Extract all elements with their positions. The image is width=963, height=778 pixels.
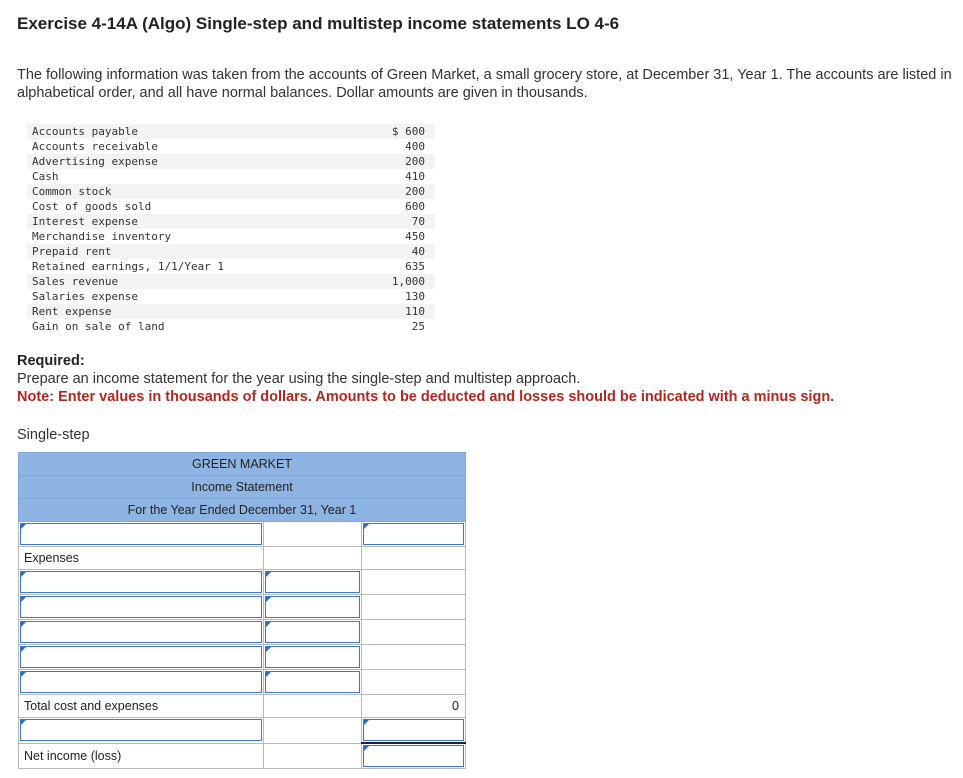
account-row (27, 214, 435, 229)
other-row (19, 718, 466, 744)
expense-amount-input-3[interactable] (265, 621, 360, 643)
single-step-label: Single-step (17, 427, 90, 443)
expense-row (19, 670, 466, 695)
header-period-row (19, 499, 466, 522)
other-amount-input[interactable] (363, 719, 464, 741)
expense-account-select-4[interactable] (20, 646, 262, 668)
expense-row (19, 595, 466, 620)
statement-period: For the Year Ended December 31, Year 1 (127, 503, 357, 517)
expense-amount-input-5[interactable] (265, 671, 360, 693)
account-amount: 450 (362, 229, 435, 244)
account-name: Gain on sale of land (27, 319, 362, 334)
account-amount: 130 (362, 289, 435, 304)
revenue-amount-input[interactable] (363, 523, 464, 545)
page-title: Exercise 4-14A (Algo) Single-step and multistep income statements LO 4-6 (17, 14, 620, 33)
expense-account-select-2[interactable] (20, 596, 262, 618)
expense-row (19, 570, 466, 595)
account-name: Sales revenue (27, 274, 362, 289)
account-amount: 110 (362, 304, 435, 319)
account-name: Common stock (27, 184, 362, 199)
account-name: Advertising expense (27, 154, 362, 169)
expense-row (19, 645, 466, 670)
expense-account-select-1[interactable] (20, 571, 262, 593)
total-expenses-value: 0 (452, 699, 459, 713)
expense-amount-input-1[interactable] (265, 571, 360, 593)
account-row (27, 184, 435, 199)
account-name: Cash (27, 169, 362, 184)
revenue-account-select[interactable] (20, 523, 262, 545)
expense-amount-input-4[interactable] (265, 646, 360, 668)
account-name: Merchandise inventory (27, 229, 362, 244)
account-amount: 400 (362, 139, 435, 154)
total-expenses-row (19, 695, 466, 718)
net-income-row (19, 743, 466, 769)
account-name: Prepaid rent (27, 244, 362, 259)
account-name: Rent expense (27, 304, 362, 319)
header-company-row (19, 453, 466, 476)
total-expenses-label: Total cost and expenses (24, 699, 159, 713)
expense-amount-input-2[interactable] (265, 596, 360, 618)
account-name: Interest expense (27, 214, 362, 229)
expense-account-select-3[interactable] (20, 621, 262, 643)
revenue-row (19, 522, 466, 547)
account-amount: $ 600 (362, 124, 435, 139)
other-account-select[interactable] (20, 719, 262, 741)
account-name: Cost of goods sold (27, 199, 362, 214)
expense-row (19, 620, 466, 645)
expenses-label: Expenses (24, 551, 79, 565)
account-amount: 1,000 (362, 274, 435, 289)
account-row (27, 274, 435, 289)
statement-name: Income Statement (191, 480, 293, 494)
account-row (27, 124, 435, 139)
company-name: GREEN MARKET (191, 457, 292, 471)
account-row (27, 244, 435, 259)
account-amount: 25 (362, 319, 435, 334)
account-row (27, 289, 435, 304)
required-note: Note: Enter values in thousands of dollars. Amounts to be deducted and losses should be indicated with a minus sign. (17, 389, 835, 405)
account-row (27, 304, 435, 319)
header-statement-row (19, 476, 466, 499)
required-label: Required: (17, 353, 85, 369)
expenses-label-row (19, 547, 466, 570)
net-income-label: Net income (loss) (24, 748, 122, 763)
account-amount: 635 (362, 259, 435, 274)
intro-text: The following information was taken from the accounts of Green Market, a small grocery store, at December 31, Year 1. The accounts are listed in alphabetical order, and all have normal balances. Dollar amounts are given in thousands. (17, 67, 952, 101)
account-row (27, 154, 435, 169)
income-statement-table (18, 452, 466, 769)
net-income-input[interactable] (363, 745, 464, 767)
account-amount: 70 (362, 214, 435, 229)
account-amount: 600 (362, 199, 435, 214)
account-name: Retained earnings, 1/1/Year 1 (27, 259, 362, 274)
expense-account-select-5[interactable] (20, 671, 262, 693)
account-row (27, 259, 435, 274)
account-amount: 200 (362, 154, 435, 169)
account-amount: 40 (362, 244, 435, 259)
required-text: Prepare an income statement for the year using the single-step and multistep approach. (17, 371, 581, 387)
account-row (27, 139, 435, 154)
account-name: Accounts receivable (27, 139, 362, 154)
account-name: Accounts payable (27, 124, 362, 139)
account-row (27, 169, 435, 184)
account-row (27, 229, 435, 244)
account-row (27, 199, 435, 214)
accounts-table (27, 124, 435, 334)
account-amount: 200 (362, 184, 435, 199)
account-row (27, 319, 435, 334)
account-amount: 410 (362, 169, 435, 184)
account-name: Salaries expense (27, 289, 362, 304)
